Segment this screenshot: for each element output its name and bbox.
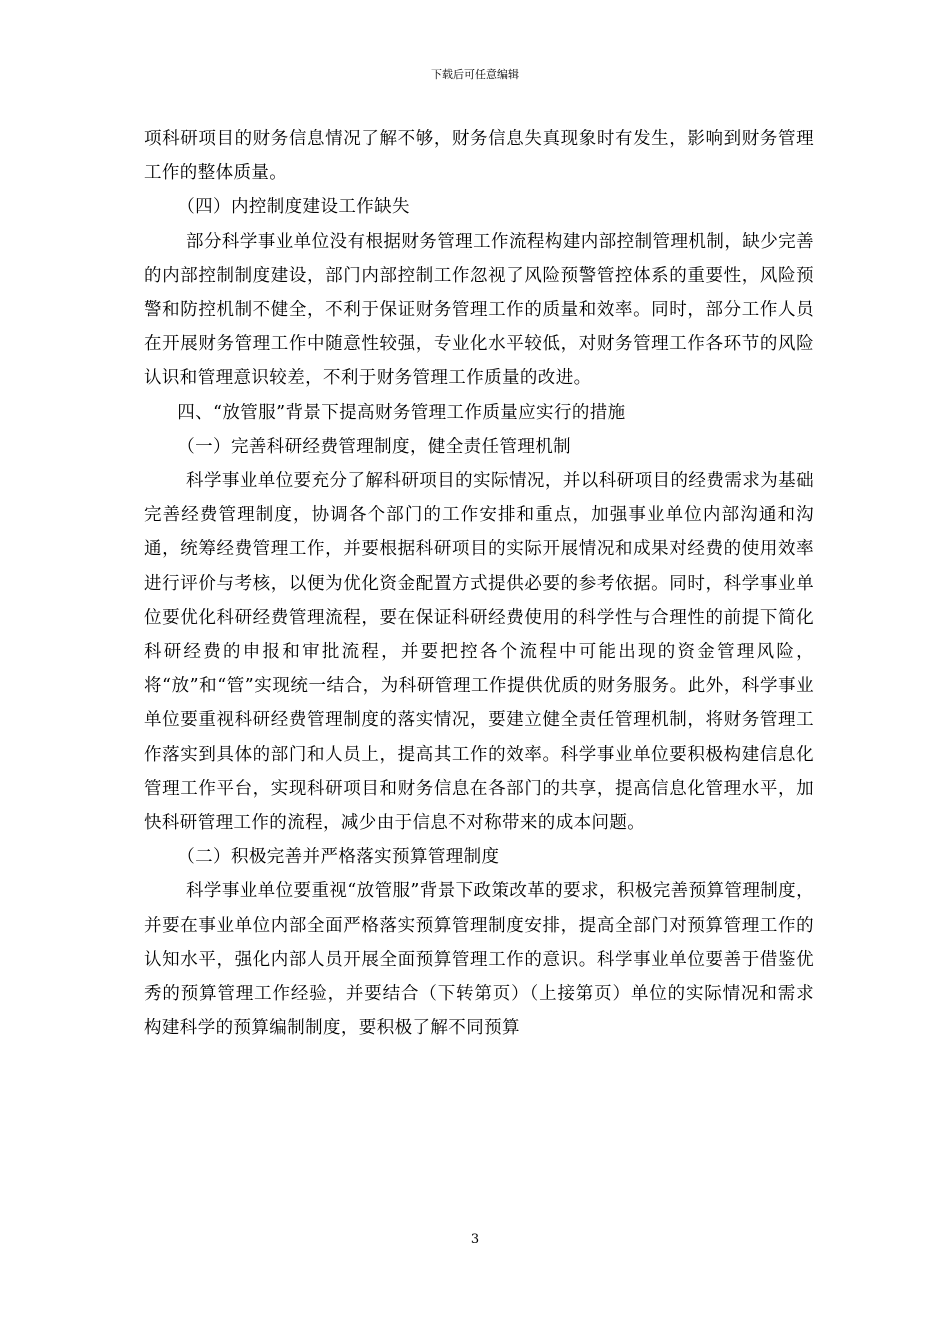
- paragraph-continued: 项科研项目的财务信息情况了解不够，财务信息失真现象时有发生，影响到财务管理工作的整体质量。: [144, 129, 814, 184]
- page-header: 下载后可任意编辑: [431, 68, 519, 81]
- subheading-budget-management: （二）积极完善并严格落实预算管理制度: [177, 847, 500, 868]
- subheading-research-funding: （一）完善科研经费管理制度，健全责任管理机制: [177, 436, 572, 457]
- section-heading-measures: 四、“放管服”背景下提高财务管理工作质量应实行的措施: [177, 402, 626, 423]
- paragraph-research-funding: 科学事业单位要充分了解科研项目的实际情况，并以科研项目的经费需求为基础完善经费管理制度，协调各个部门的工作安排和重点，加强事业单位内部沟通和沟通，统筹经费管理工作，并要根据科研项目的实际开展情况和成果对经费的使用效率进行评价与考核，以便为优化资金配置方式提供必要的参考依据。同时，科学事业单位要优化科研经费管理流程，要在保证科研经费使用的科学性与合理性的前提下简化科研经费的申报和审批流程，并要把控各个流程中可能出现的资金管理风险，将“放”和“管”实现统一结合，为科研管理工作提供优质的财务服务。此外，科学事业单位要重视科研经费管理制度的落实情况，要建立健全责任管理机制，将财务管理工作落实到具体的部门和人员上，提高其工作的效率。科学事业单位要积极构建信息化管理工作平台，实现科研项目和财务信息在各部门的共享，提高信息化管理水平，加快科研管理工作的流程，减少由于信息不对称带来的成本问题。: [144, 471, 814, 834]
- paragraph-internal-control: 部分科学事业单位没有根据财务管理工作流程构建内部控制管理机制，缺少完善的内部控制制度建设，部门内部控制工作忽视了风险预警管控体系的重要性，风险预警和防控机制不健全，不利于保证财务管理工作的质量和效率。同时，部分工作人员在开展财务管理工作中随意性较强，专业化水平较低，对财务管理工作各环节的风险认识和管理意识较差，不利于财务管理工作质量的改进。: [144, 231, 814, 389]
- paragraph-budget-management: 科学事业单位要重视“放管服”背景下政策改革的要求，积极完善预算管理制度，并要在事业单位内部全面严格落实预算管理制度安排，提高全部门对预算管理工作的认知水平，强化内部人员开展全面预算管理工作的意识。科学事业单位要善于借鉴优秀的预算管理工作经验，并要结合（下转第页）（上接第页）单位的实际情况和需求构建科学的预算编制制度，要积极了解不同预算: [144, 881, 814, 1039]
- document-body: [144, 122, 814, 1045]
- subheading-internal-control: （四）内控制度建设工作缺失: [177, 197, 410, 218]
- page-number: 3: [470, 1232, 480, 1247]
